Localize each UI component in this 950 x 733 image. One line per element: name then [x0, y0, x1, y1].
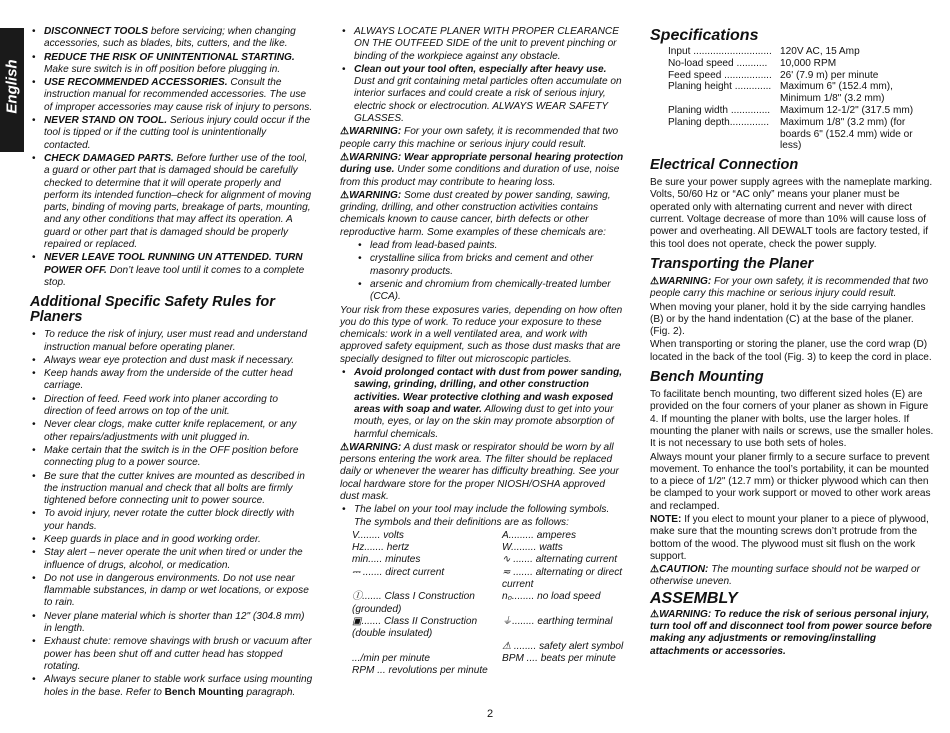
warning-icon: ⚠ [340, 151, 350, 163]
label-list [340, 504, 625, 529]
symbols-table: V........ volts A......... amperes Hz....... hertz W......... watts min..... minutes ∿ ....... alternating current ⎓ ....... direct current ≂ ....... alternating or direct current Ⓘ....... Class I Construction (grounded) n₀........ no load speed ▣....... Class II Construction (double insulated) ⏚........ earthing terminal ⚠ ........ safety alert symbol .../min per minute BPM .... beats per minute RPM ... revolutions per minute [352, 529, 624, 677]
list-item: • lead from lead-based paints. [340, 240, 625, 252]
list-item: • NEVER STAND ON TOOL. Serious injury could occur if the tool is tipped or if the cutting tool is unintentionally contacted. [30, 115, 315, 152]
transport-paragraph: When transporting or storing the planer, use the cord wrap (D) located in the back of the tool (Fig. 3) to keep the cord in place. [650, 339, 932, 363]
list-item: • CHECK DAMAGED PARTS. Before further use of the tool, a guard or other part that is damaged should be carefully checked to determine that it will operate properly and perform its intended function–check for alignment of moving parts, binding of moving parts, breakage of parts, mounting, and any other conditions that may affect its operation. A guard or other part that is damaged should be properly repaired or replaced. [30, 153, 315, 251]
language-tab-label: English [3, 59, 21, 114]
transport-heading: Transporting the Planer [650, 255, 814, 272]
list-item: • Stay alert – never operate the unit when tired or under the influence of drugs, alcohol, or medication. [30, 547, 315, 572]
list-item: • USE RECOMMENDED ACCESSORIES. Consult the instruction manual for recommended accessories. The use of improper accessories may cause risk of injury to persons. [30, 77, 315, 114]
warning-icon: ⚠ [650, 608, 660, 620]
list-item: • Avoid prolonged contact with dust from power sanding, sawing, grinding, drilling, and other construction activities. Wear protective clothing and wash exposed areas with soap and water. Allowing dust to get into your mouth, eyes, or lay on the skin may promote absorption of harmful chemicals. [340, 367, 625, 441]
specifications-heading: Specifications [650, 27, 759, 44]
column-1 [30, 26, 315, 700]
list-item: • Never clear clogs, make cutter knife replacement, or any other repairs/adjustments with unit plugged in. [30, 419, 315, 444]
warning-dust: ⚠WARNING: Some dust created by power sanding, sawing, grinding, drilling, and other construction activities contains chemicals known to cause cancer, birth defects or other reproductive harm. Some examples of these chemicals are: [340, 189, 611, 238]
list-item: • Direction of feed. Feed work into planer according to direction of feed arrows on top of the unit. [30, 394, 315, 419]
assembly-heading: ASSEMBLY [650, 589, 738, 607]
list-item: • Keep guards in place and in good working order. [30, 534, 315, 546]
list-item: • ALWAYS LOCATE PLANER WITH PROPER CLEARANCE ON THE OUTFEED SIDE of the unit to prevent pinching or binding of the workpiece against any obstacle. [340, 26, 625, 63]
list-item: • Make certain that the switch is in the OFF position before connecting plug to a power source. [30, 445, 315, 470]
column-3 [650, 26, 935, 659]
warning-carry: ⚠WARNING: For your own safety, it is recommended that two people carry this machine or serious injury could result. [340, 126, 619, 150]
list-item: • The label on your tool may include the following symbols. The symbols and their definitions are as follows: [340, 504, 625, 529]
list-item: • To avoid injury, never rotate the cutter block directly with your hands. [30, 508, 315, 533]
list-item: • Keep hands away from the underside of the cutter head carriage. [30, 368, 315, 393]
list-item: • crystalline silica from bricks and cement and other masonry products. [340, 253, 625, 278]
bench-paragraph: To facilitate bench mounting, two different sized holes (E) are provided on the four corners of your planer as shown in Figure 4. If mounting the planer with bolts, use the larger holes. If mounting the planer with nails or screws, use the smaller holes. It is not necessary to use both sets of holes. [650, 389, 934, 450]
note-paragraph: NOTE: If you elect to mount your planer to a piece of plywood, make sure that the mounting screws don’t protrude from the bottom of the wood. The plywood must sit flush on the work support. [650, 514, 929, 562]
list-item: • Be sure that the cutter knives are mounted as described in the instruction manual and check that all bolts are firmly tightened before connecting unit to power source. [30, 471, 315, 508]
warning-icon: ⚠ [340, 189, 350, 201]
caution-paragraph: ⚠CAUTION: The mounting surface should not be warped or otherwise uneven. [650, 564, 920, 588]
caution-icon: ⚠ [650, 564, 660, 576]
list-item: • Clean out your tool often, especially after heavy use. Dust and grit containing metal particles often accumulate on interior surfaces and could create a risk of serious injury, electric shock or electrocution. ALWAYS WEAR SAFETY GLASSES. [340, 64, 625, 125]
list-item: • REDUCE THE RISK OF UNINTENTIONAL STARTING. Make sure switch is in off position before plugging in. [30, 52, 315, 77]
electrical-paragraph: Be sure your power supply agrees with the nameplate marking. Volts, 50/60 Hz or “AC only” means your planer must be operated only with alternating current and never with direct current. Voltage decrease of more than 10% will cause loss of power and overheating. All DEWALT tools are factory tested, if this tool does not operate, check the power supply. [650, 177, 933, 250]
transport-paragraph: When moving your planer, hold it by the side carrying handles (B) or by the hand indentation (C) at the base of the planer. (Fig. 2). [650, 301, 926, 338]
list-item: • DISCONNECT TOOLS before servicing; when changing accessories, such as blades, bits, cutters, and the like. [30, 26, 315, 51]
electrical-heading: Electrical Connection [650, 157, 799, 174]
general-safety-list [30, 26, 315, 289]
risk-paragraph: Your risk from these exposures varies, depending on how often you do this type of work. To reduce your exposure to these chemicals: work in a well ventilated area, and work with approved safety equipment, such as those dust masks that are specially designed to filter out microscopic particles. [340, 304, 623, 365]
section-heading: Additional Specific Safety Rules for Planers [30, 294, 275, 326]
planer-rules-list [30, 329, 315, 699]
list-item: • To reduce the risk of injury, user must read and understand instruction manual before operating planer. [30, 329, 315, 354]
warning-mask: ⚠WARNING: A dust mask or respirator should be worn by all persons entering the work area. The filter should be replaced daily or whenever the wearer has difficulty breathing. See your local hardware store for the proper NIOSH/OSHA approved dust mask. [340, 441, 619, 502]
language-tab [0, 28, 24, 152]
specifications-table: Input ............................ 120V AC, 15 Amp No-load speed ........... 10,000 RPM Feed speed ................. 26' (7.9 m) per minute Planing height ............. Maximum 6" (152.4 mm), Minimum 1/8" (3.2 mm) Planing width .............. Maximum 12-1/2" (317.5 mm) Planing depth.............. Maximum 1/8" (3.2 mm) (for boards 6" (152.4 mm) wide or less) [668, 46, 914, 152]
warning-icon: ⚠ [650, 275, 660, 287]
list-item: • Always secure planer to stable work surface using mounting holes in the base. Refer to Bench Mounting paragraph. [30, 674, 315, 699]
bench-heading: Bench Mounting [650, 369, 764, 386]
chemicals-list [340, 240, 625, 303]
warning-transport: ⚠WARNING: For your own safety, it is recommended that two people carry this machine or serious injury could result. [650, 275, 929, 300]
warning-icon: ⚠ [340, 126, 350, 138]
list-item: • NEVER LEAVE TOOL RUNNING UN ATTENDED. TURN POWER OFF. Don’t leave tool until it comes to a complete stop. [30, 252, 315, 289]
column-2 [340, 26, 625, 677]
list-item: • Do not use in dangerous environments. Do not use near flammable substances, in damp or wet locations, or expose to rain. [30, 573, 315, 610]
warning-icon: ⚠ [340, 441, 350, 453]
avoid-list [340, 367, 625, 441]
assembly-warning: ⚠WARNING: To reduce the risk of serious personal injury, turn tool off and disconnect tool from power source before making any adjustments or removing/installing attachments or accessories. [650, 608, 932, 657]
safety-list-continued [340, 26, 625, 125]
bench-paragraph: Always mount your planer firmly to a secure surface to prevent movement. To enhance the tool’s portability, it can be mounted to a piece of 1/2" (12.7 mm) or thicker plywood which can then be clamped to your work support or moved to other work areas and reclamped. [650, 451, 931, 512]
list-item: • Never plane material which is shorter than 12" (304.8 mm) in length. [30, 611, 315, 636]
page-number: 2 [487, 708, 494, 720]
list-item: • Exhaust chute: remove shavings with brush or vacuum after power has been shut off and cutter head has stopped rotating. [30, 636, 315, 673]
warning-hearing: ⚠WARNING: Wear appropriate personal hearing protection during use. Under some conditions and duration of use, noise from this product may contribute to hearing loss. [340, 151, 624, 188]
list-item: • arsenic and chromium from chemically-treated lumber (CCA). [340, 279, 625, 304]
list-item: • Always wear eye protection and dust mask if necessary. [30, 355, 315, 367]
